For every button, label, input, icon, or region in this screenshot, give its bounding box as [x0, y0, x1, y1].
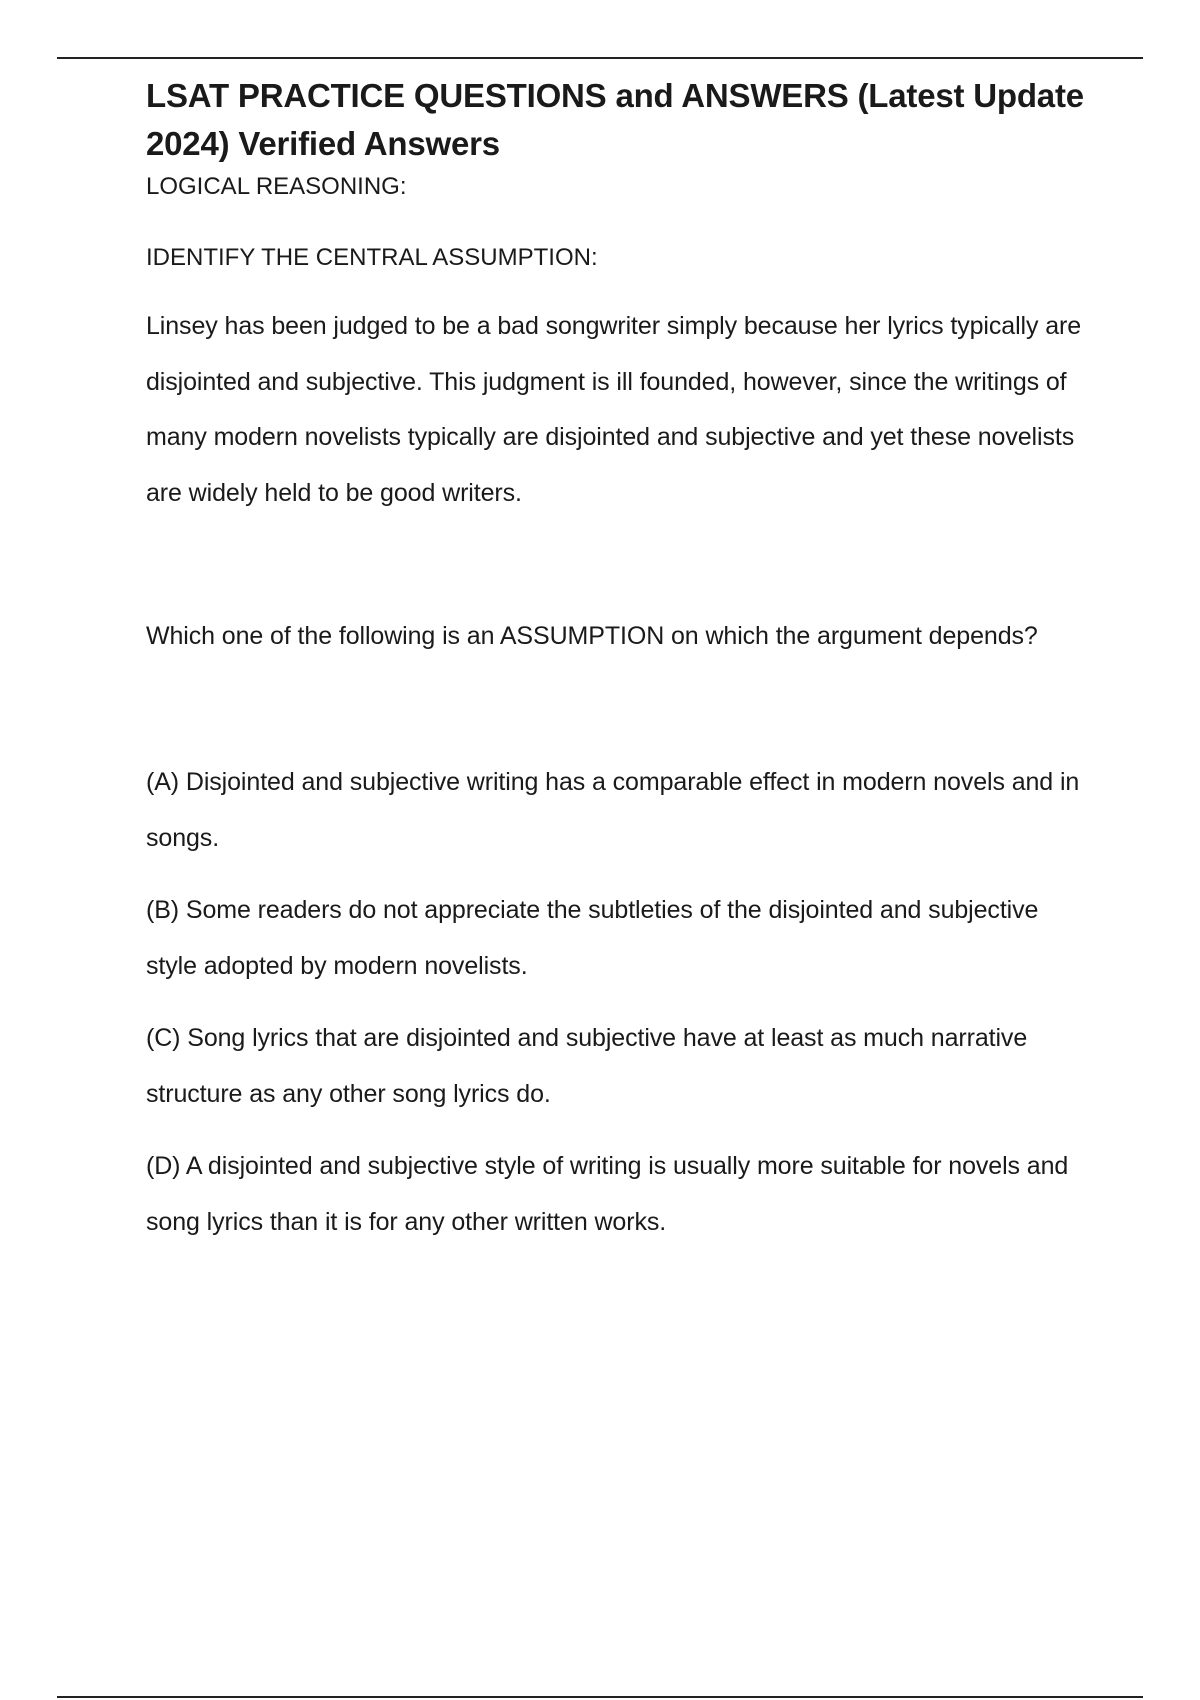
answer-options — [146, 754, 1096, 1251]
answer-option-a: (A) Disjointed and subjective writing has a comparable effect in modern novels and in songs. — [146, 767, 1080, 852]
question-stem: Which one of the following is an ASSUMPTION on which the argument depends? — [146, 622, 1038, 650]
footer-rule — [57, 1696, 1143, 1698]
section-label: LOGICAL REASONING: — [146, 173, 407, 200]
document-title: LSAT PRACTICE QUESTIONS and ANSWERS (Latest Update 2024) Verified Answers — [146, 77, 1084, 162]
question-passage: Linsey has been judged to be a bad songwriter simply because her lyrics typically are disjointed and subjective. This judgment is ill founded, however, since the writings of many modern novelists typically are disjointed and subjective and yet these novelists are widely held to be good writers. — [146, 312, 1082, 507]
answer-option-d: (D) A disjointed and subjective style of writing is usually more suitable for novels and song lyrics than it is for any other written works. — [146, 1151, 1069, 1236]
header-rule — [57, 57, 1143, 59]
answer-option-b: (B) Some readers do not appreciate the subtleties of the disjointed and subjective style adopted by modern novelists. — [146, 895, 1039, 980]
subsection-label: IDENTIFY THE CENTRAL ASSUMPTION: — [146, 244, 598, 271]
document-body — [146, 72, 1096, 1266]
answer-option-c: (C) Song lyrics that are disjointed and subjective have at least as much narrative structure as any other song lyrics do. — [146, 1023, 1028, 1108]
